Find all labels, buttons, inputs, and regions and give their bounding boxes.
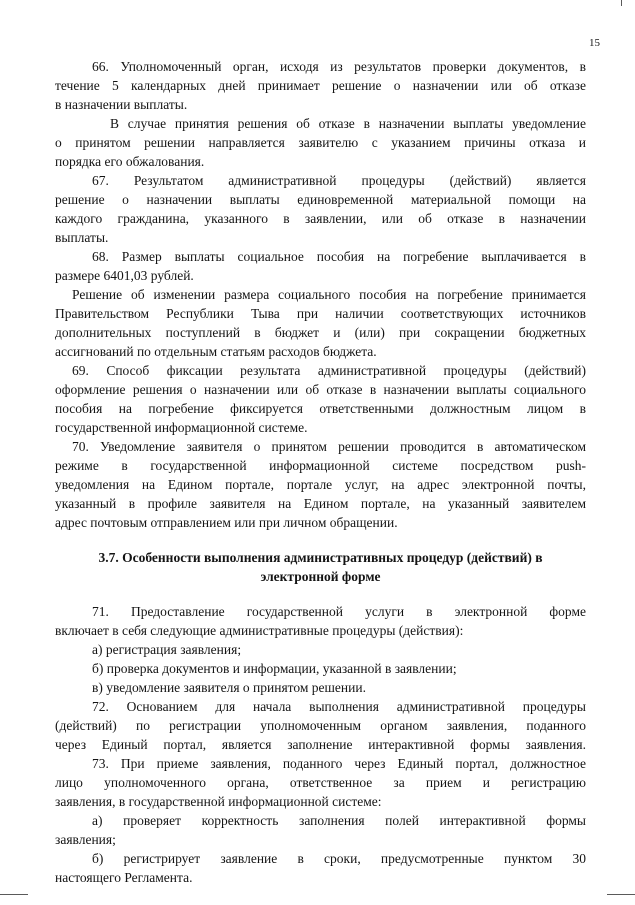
text-line: а) регистрация заявления; [92,642,242,657]
text-line: о принятом решении направляется заявителю с указанием причины отказа и [55,135,586,150]
text-line: указанный в профиле заявителя на Едином портале, на указанный заявителем [55,496,586,511]
text-line: 72. Основанием для начала выполнения административной процедуры [92,699,586,714]
text-line: дополнительных поступлений в бюджет и (или) при сокращении бюджетных [55,325,586,340]
text-line: 71. Предоставление государственной услуги в электронной форме [92,604,586,619]
text-line: пособия на погребение фиксируется ответственными должностным лицом в [55,401,586,416]
text-line: оформление решения о назначении или об отказе в назначении выплаты социального [55,382,586,397]
text-line: настоящего Регламента. [55,870,193,885]
section-heading-line: электронной форме [260,569,381,584]
text-line: (действий) по регистрации уполномоченным органом заявления, поданного [55,718,586,733]
text-line: в) уведомление заявителя о принятом решении. [92,680,366,695]
scan-edge-mark [607,894,635,895]
text-line: 67. Результатом административной процедуры (действий) является [92,173,586,188]
text-line: лицо уполномоченного органа, ответственное за прием и регистрацию [55,775,586,790]
text-line: режиме в государственной информационной системе посредством push- [55,458,586,473]
text-line: государственной информационной системе. [55,420,308,435]
text-line: течение 5 календарных дней принимает решение о назначении или об отказе [55,78,586,93]
text-line: а) проверяет корректность заполнения полей интерактивной формы [92,813,586,828]
text-line: включает в себя следующие административные процедуры (действия): [55,623,464,638]
text-line: Правительством Республики Тыва при наличии соответствующих источников [55,306,586,321]
text-line: 66. Уполномоченный орган, исходя из результатов проверки документов, в [92,59,586,74]
text-line: выплаты. [55,230,109,245]
text-line: 70. Уведомление заявителя о принятом решении проводится в автоматическом [72,439,586,454]
text-line: через Единый портал, является заполнение интерактивной формы заявления. [55,737,586,752]
text-line: размере 6401,03 рублей. [55,268,194,283]
text-line: ассигнований по отдельным статьям расходов бюджета. [55,344,377,359]
text-line: решение о назначении выплаты единовременной материальной помощи на [55,192,586,207]
scan-edge-mark [0,894,28,895]
page-number: 15 [589,37,600,49]
scan-edge-mark [621,0,622,6]
text-line: порядка его обжалования. [55,154,205,169]
text-line: Решение об изменении размера социального пособия на погребение принимается [72,287,586,302]
text-line: заявления, в государственной информационной системе: [55,794,382,809]
text-line: в назначении выплаты. [55,97,188,112]
text-line: 68. Размер выплаты социальное пособия на погребение выплачивается в [92,249,586,264]
text-line: б) регистрирует заявление в сроки, предусмотренные пунктом 30 [92,851,586,866]
section-heading-line: 3.7. Особенности выполнения административных процедур (действий) в [98,550,543,565]
text-line: каждого гражданина, указанного в заявлении, или об отказе в назначении [55,211,586,226]
text-line: б) проверка документов и информации, указанной в заявлении; [92,661,457,676]
text-line: 69. Способ фиксации результата административной процедуры (действий) [72,363,586,378]
text-line: 73. При приеме заявления, поданного через Единый портал, должностное [92,756,586,771]
text-line: заявления; [55,832,116,847]
text-line: В случае принятия решения об отказе в назначении выплаты уведомление [110,116,586,131]
text-line: уведомления на Едином портале, портале услуг, на адрес электронной почты, [55,477,586,492]
text-line: адрес почтовым отправлением или при личном обращении. [55,515,398,530]
